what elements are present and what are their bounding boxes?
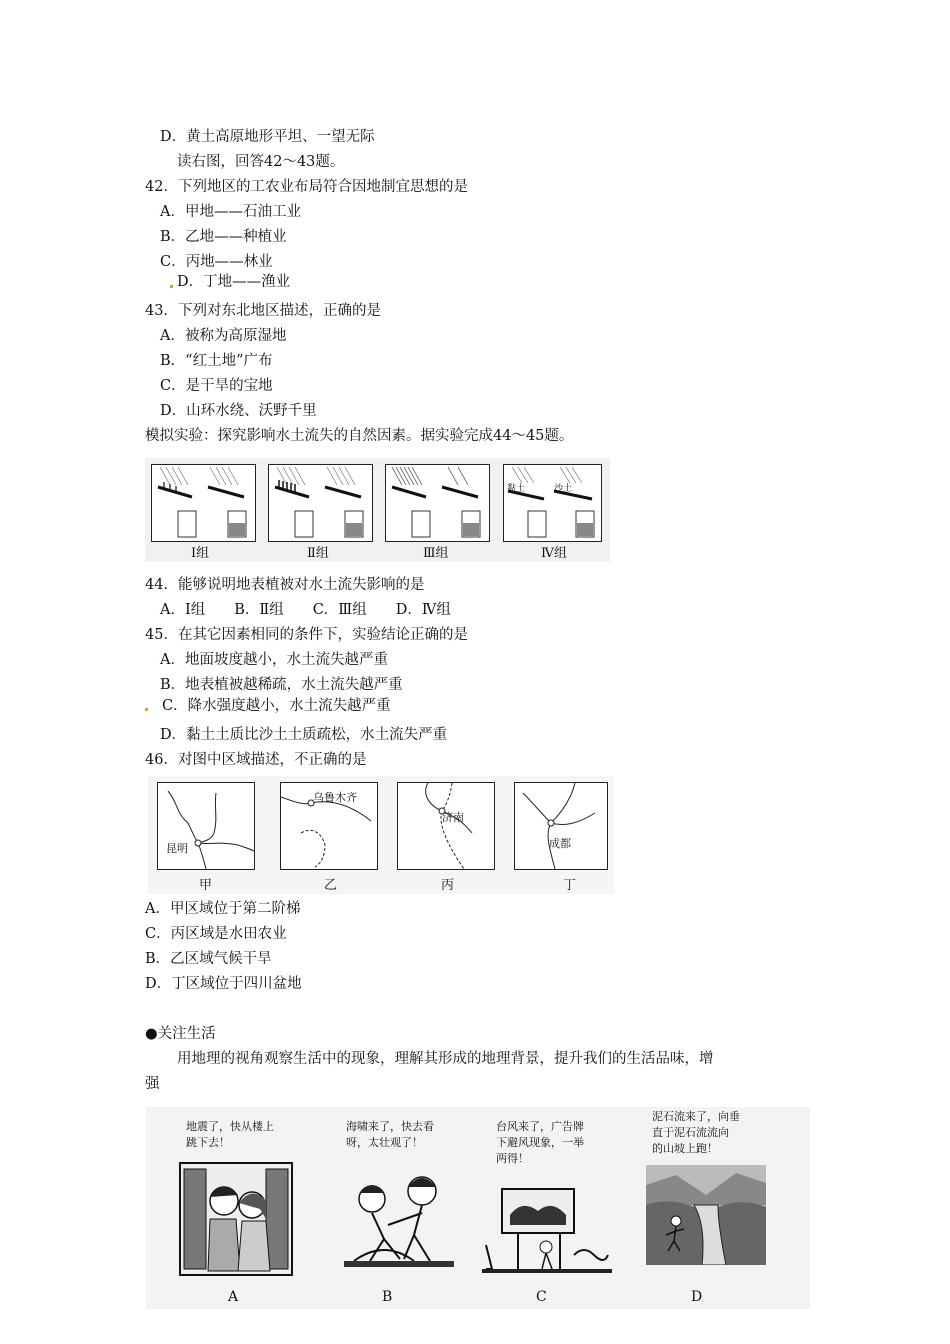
map-label-ding: 丁 bbox=[563, 878, 577, 893]
river-map bbox=[158, 783, 254, 869]
option-46d: D．丁区域位于四川盆地 bbox=[145, 976, 302, 992]
question-46: 46．对图中区域描述，不正确的是 bbox=[145, 752, 367, 768]
group-label-3: Ⅲ组 bbox=[423, 546, 449, 561]
mark-dot bbox=[145, 708, 148, 711]
cartoon-caption-b: 海啸来了，快去看 呀，太壮观了！ bbox=[346, 1120, 434, 1149]
option-42c: C．丙地——林业 bbox=[160, 254, 273, 270]
paragraph-line-1: 用地理的视角观察生活中的现象，理解其形成的地理背景，提升我们的生活品味，增 bbox=[177, 1051, 714, 1067]
option-text: D．黄土高原地形平坦、一望无际 bbox=[160, 129, 375, 145]
experiment-panel-2 bbox=[268, 464, 373, 542]
rain-slope-illustration bbox=[386, 465, 489, 541]
option-43c: C．是干旱的宝地 bbox=[160, 378, 273, 394]
option-46a: A．甲区域位于第二阶梯 bbox=[145, 901, 301, 917]
river-map bbox=[515, 783, 607, 869]
group-label-2: Ⅱ组 bbox=[307, 546, 329, 561]
cartoons-figure bbox=[146, 1107, 810, 1309]
option-42d: D．丁地——渔业 bbox=[177, 274, 291, 290]
experiment-panel-4 bbox=[503, 464, 602, 542]
cartoon-billboard bbox=[482, 1185, 612, 1275]
option-42b: B．乙地——种植业 bbox=[160, 229, 287, 245]
river-map bbox=[398, 783, 494, 869]
option-43d: D．山环水绕、沃野千里 bbox=[160, 403, 317, 419]
question-45: 45．在其它因素相同的条件下，实验结论正确的是 bbox=[145, 627, 468, 643]
option-43b: B．“红土地”广布 bbox=[160, 353, 273, 369]
experiment-panel-1 bbox=[151, 464, 256, 542]
map-label-jia: 甲 bbox=[199, 878, 213, 893]
region-maps-figure bbox=[148, 776, 614, 894]
cartoon-label-c: C bbox=[536, 1289, 547, 1305]
group-label-4: Ⅳ组 bbox=[541, 546, 567, 561]
option-45d: D．黏土土质比沙土土质疏松，水土流失严重 bbox=[160, 727, 448, 743]
cartoon-window-people bbox=[176, 1159, 296, 1279]
cartoon-label-d: D bbox=[691, 1289, 703, 1305]
cartoon-label-a: A bbox=[228, 1289, 239, 1305]
city-urumqi: 乌鲁木齐 bbox=[313, 791, 357, 804]
option-45c: C．降水强度越小，水土流失越严重 bbox=[162, 698, 391, 714]
mark-dot bbox=[170, 285, 173, 288]
map-panel-bing bbox=[397, 782, 495, 870]
rain-slope-illustration bbox=[504, 465, 601, 541]
cartoon-caption-a: 地震了，快从楼上 跳下去！ bbox=[186, 1120, 274, 1149]
group-label-1: Ⅰ组 bbox=[191, 546, 210, 561]
experiment-figure bbox=[145, 458, 610, 562]
cartoon-label-b: B bbox=[382, 1289, 393, 1305]
map-panel-yi bbox=[280, 782, 378, 870]
option-46b: B．乙区域气候干旱 bbox=[145, 951, 272, 967]
map-label-yi: 乙 bbox=[324, 878, 338, 893]
option-45b: B．地表植被越稀疏，水土流失越严重 bbox=[160, 677, 403, 693]
paragraph-line-2: 强 bbox=[145, 1076, 160, 1092]
soil-label-sand: 沙土 bbox=[554, 484, 573, 494]
cartoon-running-kids bbox=[344, 1169, 454, 1269]
rain-slope-illustration bbox=[152, 465, 255, 541]
instruction-text: 读右图，回答42～43题。 bbox=[177, 154, 345, 170]
map-panel-ding bbox=[514, 782, 608, 870]
question-43: 43．下列对东北地区描述，正确的是 bbox=[145, 303, 381, 319]
cartoon-mudslide bbox=[646, 1165, 766, 1265]
rain-slope-illustration bbox=[269, 465, 372, 541]
cartoon-caption-c: 台风来了，广告牌 下避风现象，一举 两得！ bbox=[496, 1120, 584, 1165]
city-jinan: 济南 bbox=[442, 811, 464, 824]
option-43a: A．被称为高原湿地 bbox=[160, 328, 287, 344]
option-46c: C．丙区域是水田农业 bbox=[145, 926, 287, 942]
question-42: 42．下列地区的工农业布局符合因地制宜思想的是 bbox=[145, 179, 468, 195]
map-panel-jia bbox=[157, 782, 255, 870]
option-42a: A．甲地——石油工业 bbox=[160, 204, 301, 220]
cartoon-caption-d: 泥石流来了，向垂 直于泥石流流向 的山坡上跑！ bbox=[652, 1110, 740, 1155]
simulation-intro: 模拟实验：探究影响水土流失的自然因素。据实验完成44～45题。 bbox=[145, 428, 574, 444]
options-44: A．Ⅰ组 B．Ⅱ组 C．Ⅲ组 D．Ⅳ组 bbox=[160, 602, 451, 618]
city-chengdu: 成都 bbox=[549, 837, 571, 850]
city-kunming: 昆明 bbox=[166, 842, 188, 855]
section-title: ●关注生活 bbox=[145, 1026, 216, 1042]
question-44: 44．能够说明地表植被对水土流失影响的是 bbox=[145, 577, 425, 593]
option-45a: A．地面坡度越小，水土流失越严重 bbox=[160, 652, 388, 668]
map-label-bing: 丙 bbox=[441, 878, 455, 893]
experiment-panel-3 bbox=[385, 464, 490, 542]
soil-label-clay: 黏土 bbox=[507, 484, 526, 494]
